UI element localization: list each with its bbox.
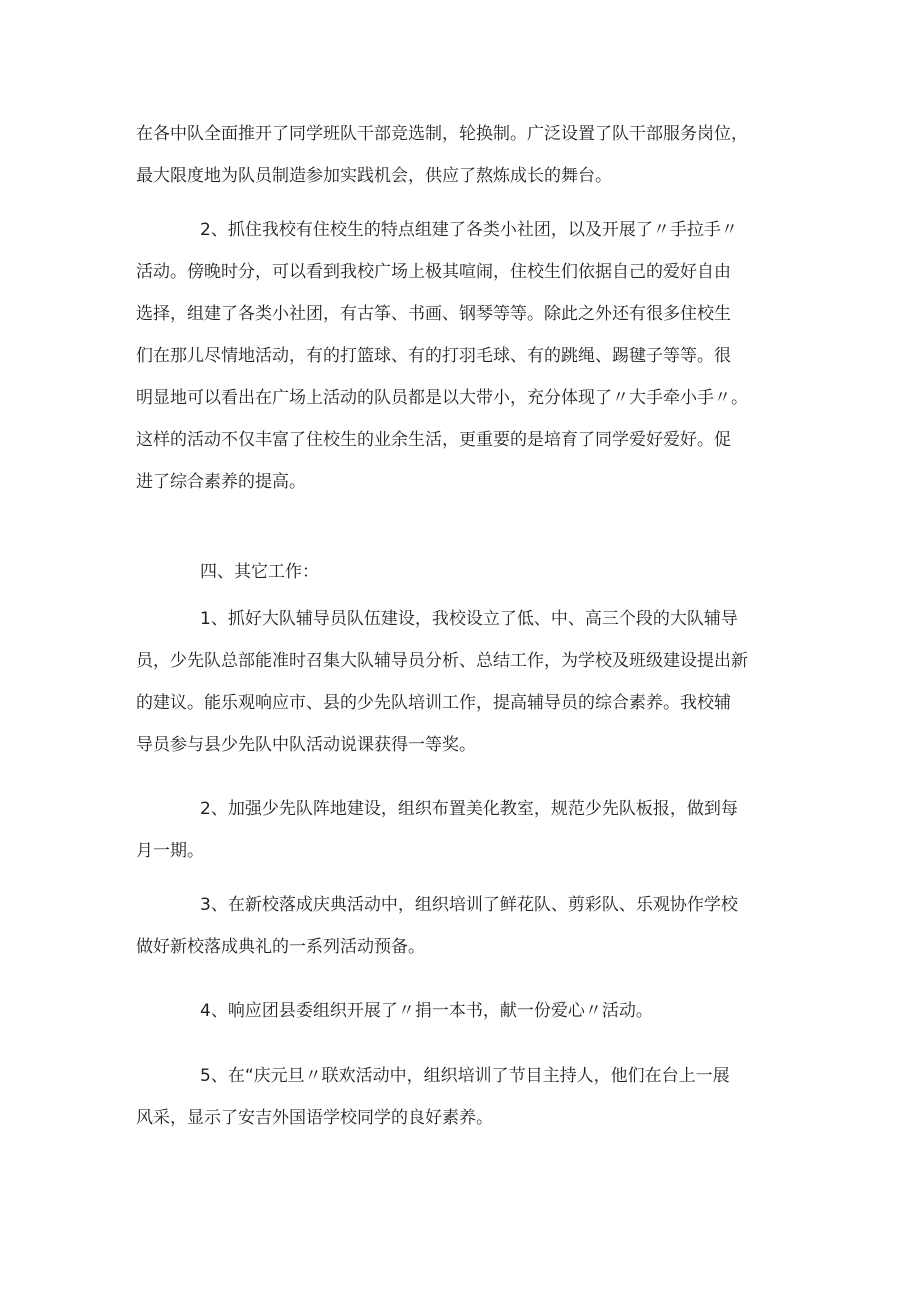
text-line: 做好新校落成典礼的一系列活动预备。 [136,937,425,957]
text-line: 5、在“庆元旦〃联欢活动中，组织培训了节目主持人，他们在台上一展 [200,1066,730,1086]
paragraph-intro-continued [136,113,798,197]
text-line: 的建议。能乐观响应市、县的少先队培训工作，提高辅导员的综合素养。我校辅 [136,693,731,713]
text-line: 在各中队全面推开了同学班队干部竞选制，轮换制。广泛设置了队干部服务岗位， [136,124,748,144]
text-line: 活动。傍晚时分，可以看到我校广场上极其喧闹，住校生们依据自己的爱好自由 [136,262,731,282]
paragraph-item-2-clubs [136,209,798,503]
text-line: 进了综合素养的提高。 [136,472,306,492]
paragraph-section-4-item-5 [136,1055,798,1139]
text-line: 2、加强少先队阵地建设，组织布置美化教室，规范少先队板报，做到每 [200,799,738,819]
text-line: 4、响应团县委组织开展了〃捐一本书，献一份爱心〃活动。 [200,1001,653,1021]
text-line: 1、抓好大队辅导员队伍建设，我校设立了低、中、高三个段的大队辅导 [200,609,738,629]
paragraph-section-4-item-3 [136,884,798,968]
paragraph-section-4-item-4 [136,990,798,1032]
text-line: 们在那儿尽情地活动，有的打篮球、有的打羽毛球、有的跳绳、踢毽子等等。很 [136,346,731,366]
text-line: 选择，组建了各类小社团，有古筝、书画、钢琴等等。除此之外还有很多住校生 [136,304,731,324]
text-line: 明显地可以看出在广场上活动的队员都是以大带小，充分体现了〃大手牵小手〃。 [136,388,748,408]
text-line: 最大限度地为队员制造参加实践机会，供应了熬炼成长的舞台。 [136,166,612,186]
text-line: 3、在新校落成庆典活动中，组织培训了鲜花队、剪彩队、乐观协作学校 [200,895,738,915]
paragraph-section-4-item-2 [136,788,798,872]
text-line: 2、抓住我校有住校生的特点组建了各类小社团，以及开展了〃手拉手〃 [200,220,738,240]
text-line: 月一期。 [136,841,204,861]
section-heading-other-work [136,551,798,593]
text-line: 这样的活动不仅丰富了住校生的业余生活，更重要的是培育了同学爱好爱好。促 [136,430,731,450]
paragraph-section-4-item-1 [136,598,798,766]
text-line: 导员参与县少先队中队活动说课获得一等奖。 [136,735,476,755]
text-line: 员，少先队总部能准时召集大队辅导员分析、总结工作，为学校及班级建设提出新 [136,651,748,671]
text-line: 风采，显示了安吉外国语学校同学的良好素养。 [136,1108,493,1128]
heading-line: 四、其它工作： [200,562,319,582]
